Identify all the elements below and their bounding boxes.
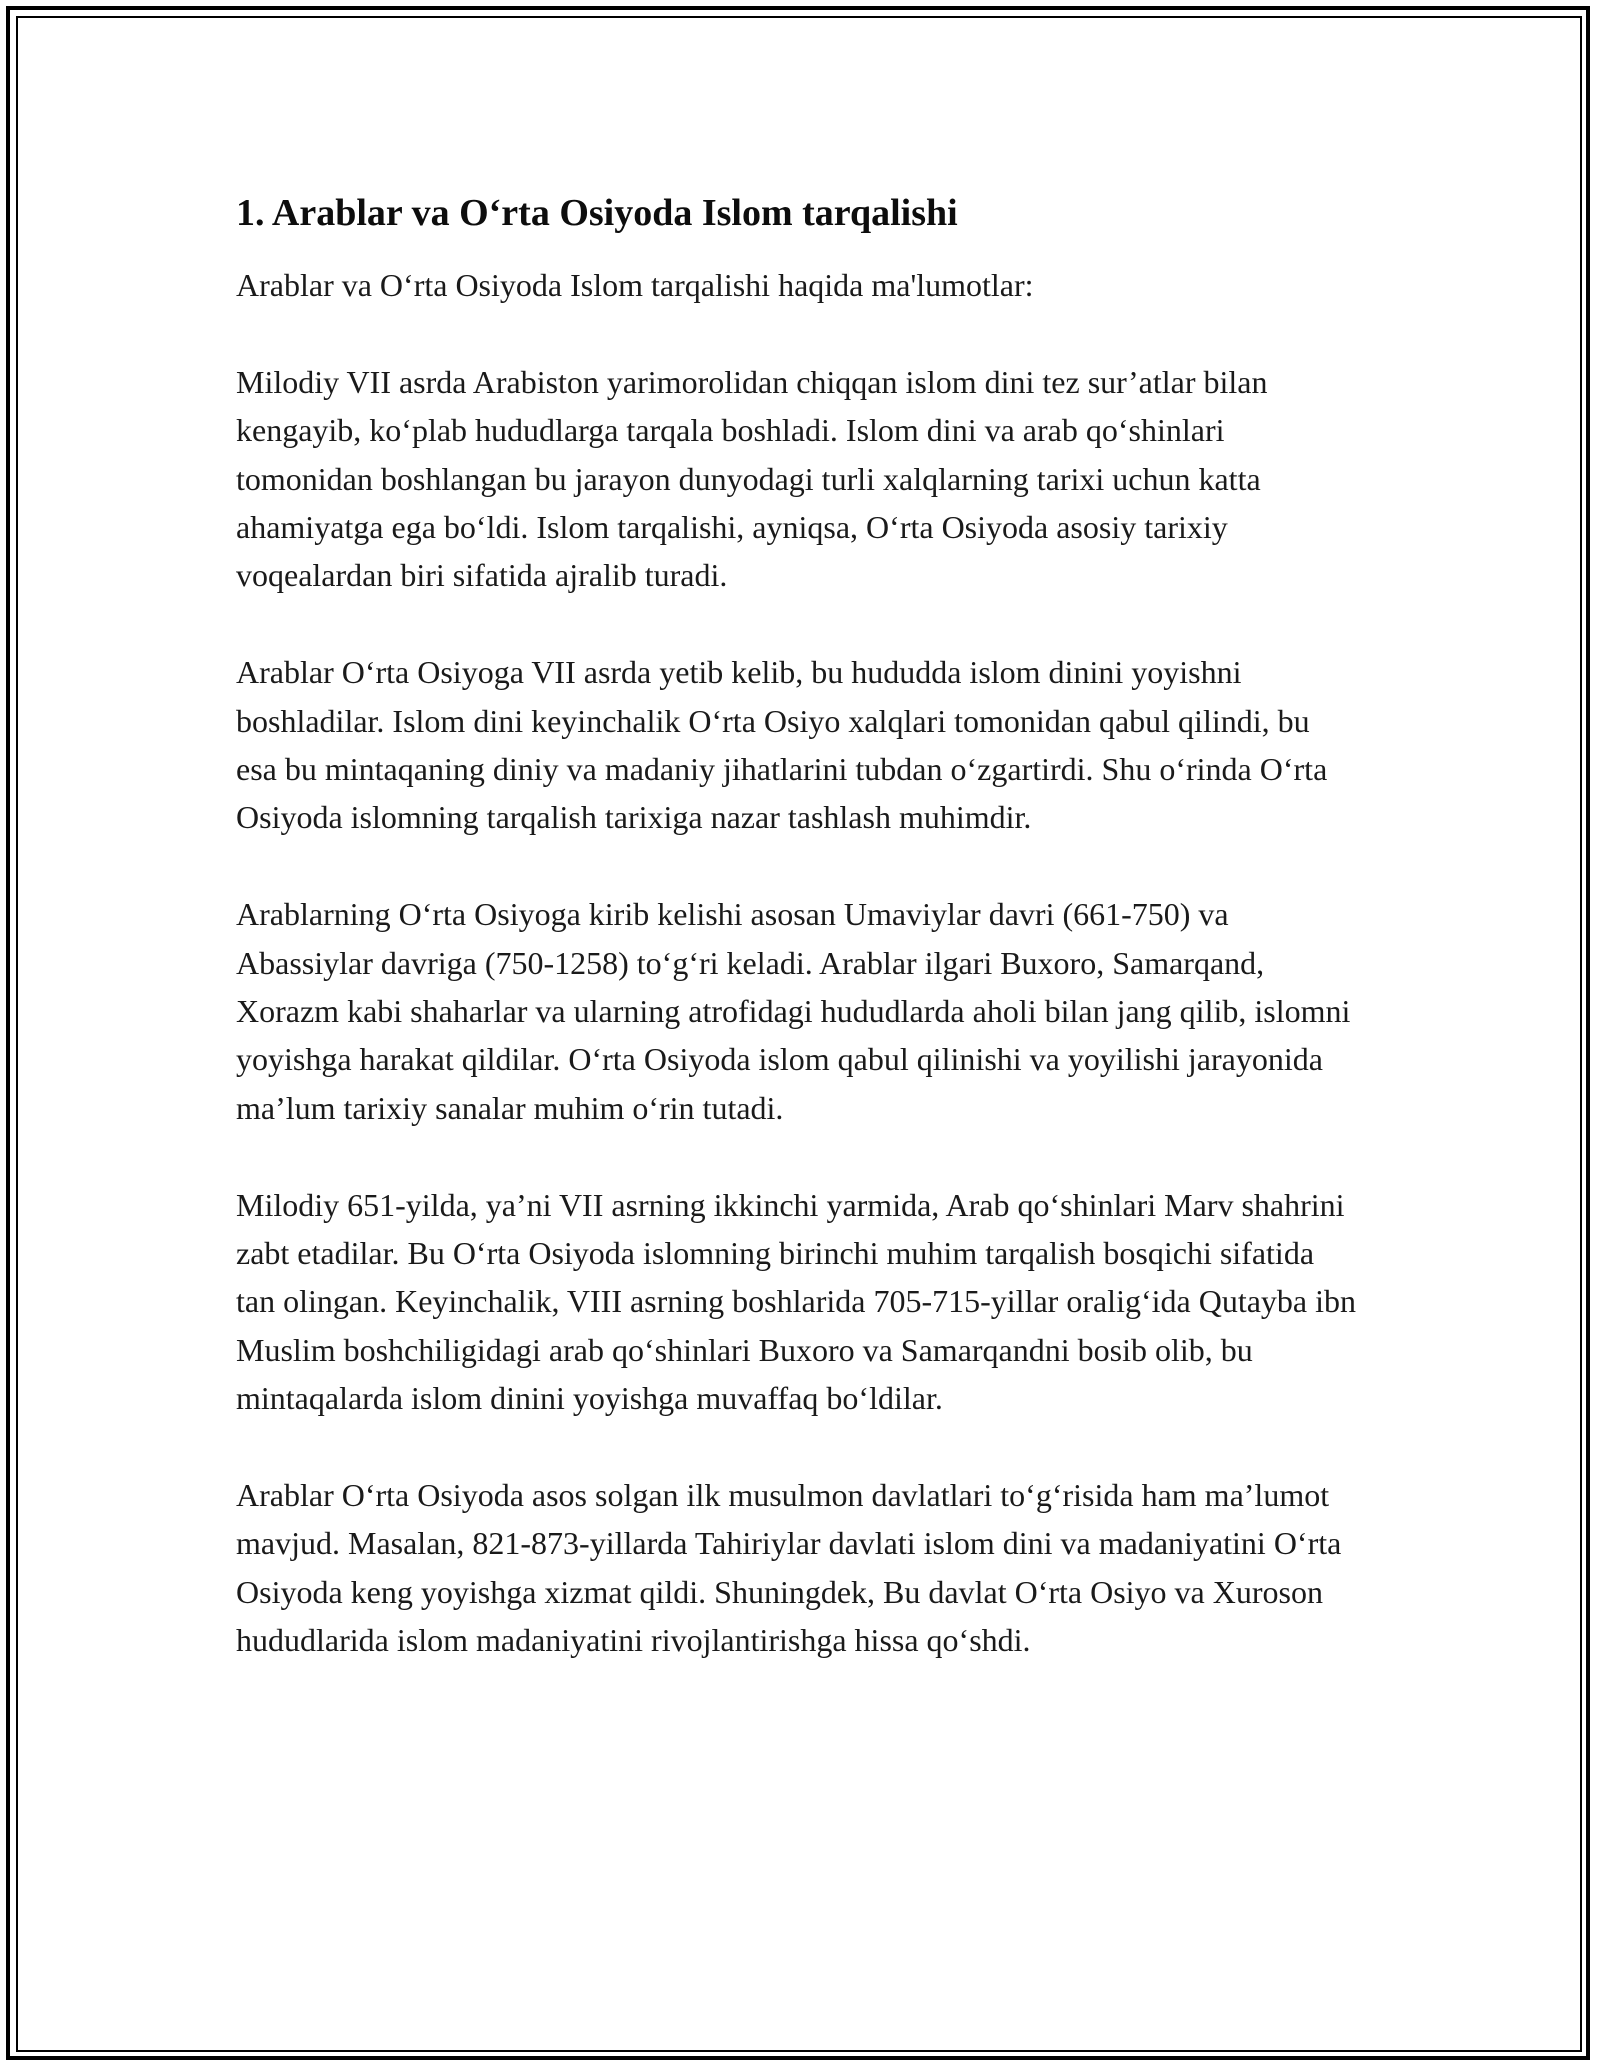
intro-paragraph: Arablar va O‘rta Osiyoda Islom tarqalishi haqida ma'lumotlar: [236, 267, 1034, 303]
paragraph-5: Arablar O‘rta Osiyoda asos solgan ilk musulmon davlatlari to‘g‘risida ham ma’lumot mavjud. Masalan, 821-873-yillarda Tahiriylar davlati islom dini va madaniyatini O‘rta Osiyoda keng yoyishga xizmat qildi. Shuningdek, Bu davlat O‘rta Osiyo va Xuroson hududlarida islom madaniyatini rivojlantirishga hissa qo‘shdi. [236, 1477, 1342, 1659]
paragraph-2: Arablar O‘rta Osiyoga VII asrda yetib kelib, bu hududda islom dinini yoyishni boshladilar. Islom dini keyinchalik O‘rta Osiyo xalqlari tomonidan qabul qilindi, bu esa bu mintaqaning diniy va madaniy jihatlarini tubdan o‘zgartirdi. Shu o‘rinda O‘rta Osiyoda islomning tarqalish tarixiga nazar tashlash muhimdir. [236, 654, 1328, 836]
paragraph-4: Milodiy 651-yilda, ya’ni VII asrning ikkinchi yarmida, Arab qo‘shinlari Marv shahrini zabt etadilar. Bu O‘rta Osiyoda islomning birinchi muhim tarqalish bosqichi sifatida tan olingan. Keyinchalik, VIII asrning boshlarida 705-715-yillar oralig‘ida Qutayba ibn Muslim boshchiligidagi arab qo‘shinlari Buxoro va Samarqandni bosib olib, bu mintaqalarda islom dinini yoyishga muvaffaq bo‘ldilar. [236, 1186, 1356, 1417]
paragraph-1: Milodiy VII asrda Arabiston yarimorolidan chiqqan islom dini tez sur’atlar bilan kengayib, ko‘plab hududlarga tarqala boshladi. Islom dini va arab qo‘shinlari tomonidan boshlangan bu jarayon dunyodagi turli xalqlarning tarixi uchun katta ahamiyatga ega bo‘ldi. Islom tarqalishi, ayniqsa, O‘rta Osiyoda asosiy tarixiy voqealardan biri sifatida ajralib turadi. [236, 363, 1268, 594]
document-body [236, 185, 1356, 1713]
document-title: 1. Arablar va O‘rta Osiyoda Islom tarqalishi [236, 192, 958, 234]
paragraph-3: Arablarning O‘rta Osiyoga kirib kelishi asosan Umaviylar davri (661-750) va Abassiylar davriga (750-1258) to‘g‘ri keladi. Arablar ilgari Buxoro, Samarqand, Xorazm kabi shaharlar va ularning atrofidagi hududlarda aholi bilan jang qilib, islomni yoyishga harakat qildilar. O‘rta Osiyoda islom qabul qilinishi va yoyilishi jarayonida ma’lum tarixiy sanalar muhim o‘rin tutadi. [236, 896, 1351, 1126]
